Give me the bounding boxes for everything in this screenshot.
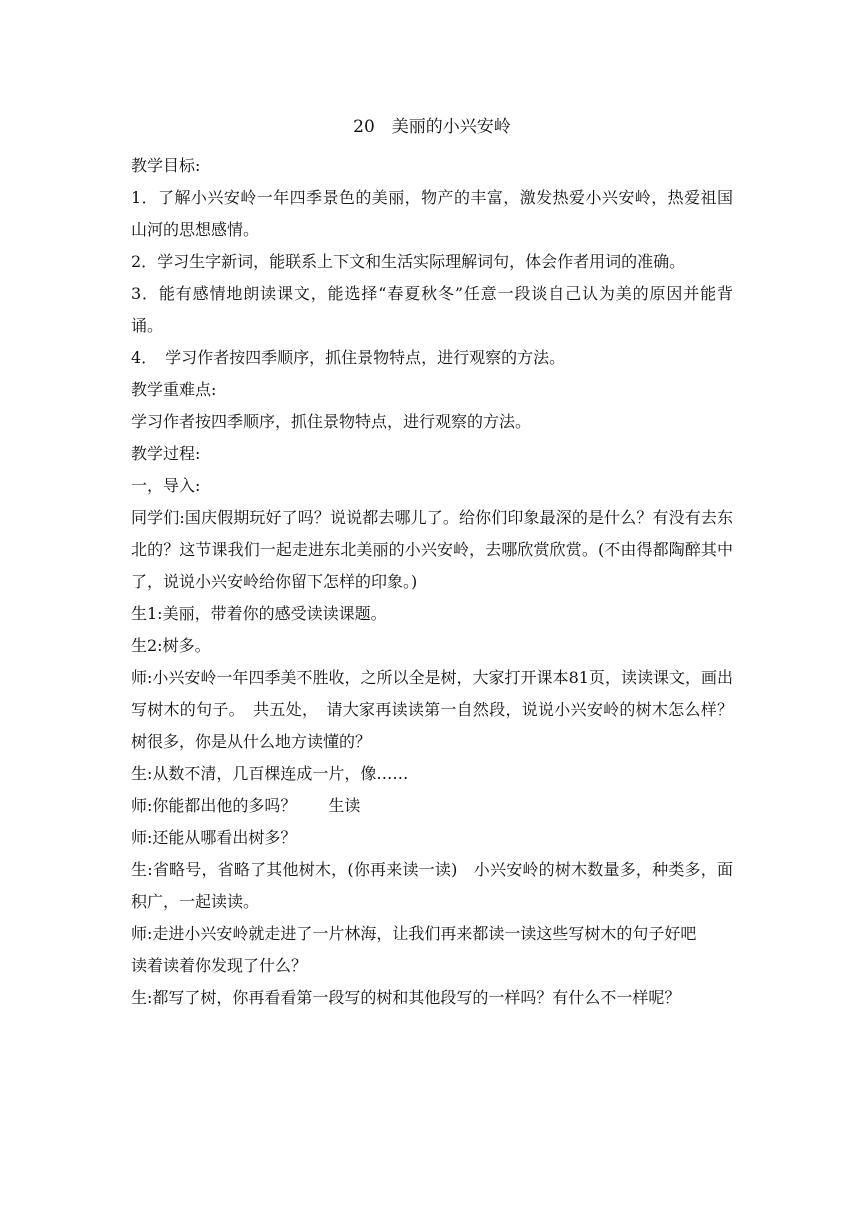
teacher-paragraph-trees: 师:小兴安岭一年四季美不胜收，之所以全是树，大家打开课本81页，读读课文，画出写树木的句子。 共五处， 请大家再读读第一自然段，说说小兴安岭的树木怎么样？树很多，你是从什么地方读懂的？ — [131, 668, 733, 751]
teacher-intro-paragraph: 同学们:国庆假期玩好了吗？说说都去哪儿了。给你们印象最深的是什么？有没有去东北的？这节课我们一起走进东北美丽的小兴安岭，去哪欣赏欣赏。(不由得都陶醉其中了，说说小兴安岭给你留下怎样的印象。) — [131, 508, 733, 591]
teacher-paragraph-forest: 师:走进小兴安岭就走进了一片林海，让我们再来都读一读这些写树木的句子好吧 — [131, 924, 697, 943]
document-title: 20 美丽的小兴安岭 — [353, 117, 511, 137]
teacher-line-where: 师:还能从哪看出树多？ — [131, 828, 297, 847]
section-heading-objectives: 教学目标: — [131, 156, 201, 175]
objective-3: 3．能有感情地朗读课文，能选择“春夏秋冬”任意一段谈自己认为美的原因并能背诵。 — [131, 284, 733, 335]
section-heading-process: 教学过程: — [131, 444, 201, 463]
student-paragraph-ellipsis: 生:省略号，省略了其他树木，(你再来读一读) 小兴安岭的树木数量多，种类多，面积广，一起读读。 — [131, 860, 733, 911]
student-1-line: 生1:美丽，带着你的感受读读课题。 — [131, 604, 387, 623]
teacher-line-read: 师:你能都出他的多吗？ 生读 — [131, 796, 361, 815]
section-heading-key-points: 教学重难点: — [131, 380, 217, 399]
step-intro-heading: 一，导入: — [131, 476, 201, 495]
question-line: 读着读着你发现了什么？ — [131, 956, 308, 975]
key-points-text: 学习作者按四季顺序，抓住景物特点，进行观察的方法。 — [131, 412, 532, 431]
student-2-line: 生2:树多。 — [131, 636, 211, 655]
objective-2: 2．学习生字新词，能联系上下文和生活实际理解词句，体会作者用词的准确。 — [131, 252, 686, 271]
objective-1: 1．了解小兴安岭一年四季景色的美丽，物产的丰富，激发热爱小兴安岭，热爱祖国山河的思想感情。 — [131, 188, 733, 239]
student-line-countless: 生:从数不清，几百棵连成一片，像…… — [131, 764, 409, 783]
student-line-compare: 生:都写了树，你再看看第一段写的树和其他段写的一样吗？有什么不一样呢？ — [131, 988, 681, 1007]
objective-4: 4． 学习作者按四季顺序，抓住景物特点，进行观察的方法。 — [131, 348, 566, 367]
document-page — [131, 112, 733, 1014]
